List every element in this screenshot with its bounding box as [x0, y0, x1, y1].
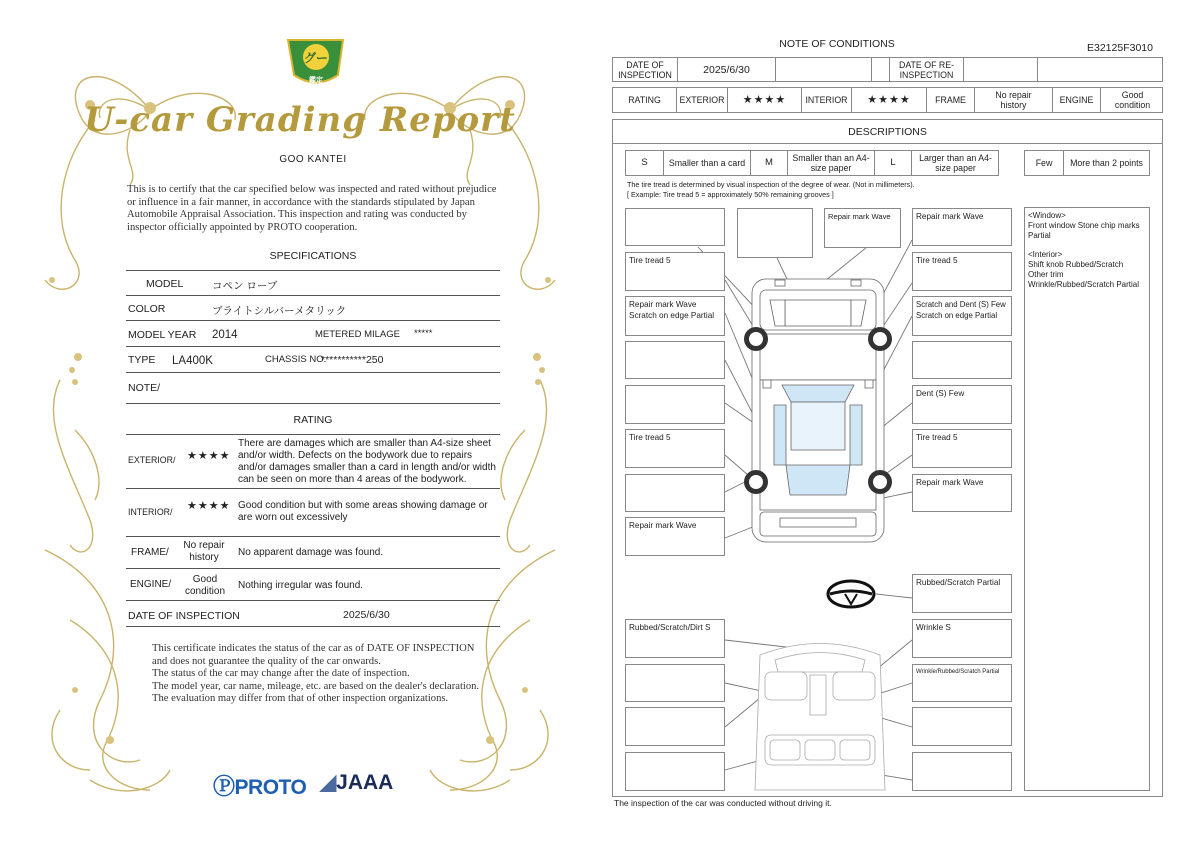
report-title: U-car Grading Report	[84, 100, 516, 140]
footer-line: The model year, car name, mileage, etc. are based on the dealer's declaration.	[152, 680, 480, 692]
window-heading: <Window>	[1028, 211, 1066, 220]
legend-s: S	[641, 157, 648, 168]
annotation-box	[737, 208, 813, 258]
footer-line: The status of the car may change after the date of inspection.	[152, 668, 410, 680]
annotation-box: Wrinkle S	[912, 619, 1012, 658]
engine-value: Good condition	[184, 574, 226, 597]
annotation-box	[625, 385, 725, 424]
annotation-box	[912, 707, 1012, 746]
engine-description: Nothing irregular was found.	[238, 580, 364, 591]
annotation-box: Dent (S) Few	[912, 385, 1012, 424]
date-of-inspection-value: 2025/6/30	[677, 58, 775, 81]
date-row	[612, 57, 1163, 82]
certification-text: This is to certify that the car specified below was inspected and rated without prejudice or influence in a fair manner, in accordance with the standards stipulated by Japan Automobile Appraisal Association. This inspection and rating was conducted by inspector officially appointed by PROTO cooperation.	[127, 184, 497, 233]
annotation-box: Repair mark Wave Scratch on edge Partial	[625, 296, 725, 336]
note-label: NOTE/	[128, 382, 161, 394]
window-text: Front window Stone chip marks Partial	[1028, 221, 1140, 240]
annotation-box: Rubbed/Scratch Partial	[912, 574, 1012, 613]
annotation-box	[625, 752, 725, 791]
annotation-box	[625, 208, 725, 246]
model-year-row	[126, 321, 500, 347]
interior-label: INTERIOR/	[128, 507, 173, 517]
window-interior-notes	[1024, 207, 1150, 791]
legend-m-text: Smaller than an A4-size paper	[787, 151, 874, 175]
frame-value: No repair history	[183, 540, 225, 563]
document-id: E32125F3010	[1087, 42, 1153, 54]
annotation-box: Repair mark Wave	[912, 208, 1012, 246]
rating-label: RATING	[628, 95, 661, 105]
frame-description: No apparent damage was found.	[238, 547, 384, 558]
note-of-conditions-title: NOTE OF CONDITIONS	[779, 38, 895, 50]
inspection-date-row	[126, 601, 500, 627]
proto-logo: ⓅPROTO	[213, 774, 307, 799]
engine-row	[126, 569, 500, 601]
legend-l: L	[874, 151, 911, 175]
note-row	[126, 373, 500, 404]
model-year-value: 2014	[212, 329, 238, 341]
color-value: ブライトシルバーメタリック	[212, 305, 347, 317]
annotation-box: Scratch and Dent (S) Few Scratch on edge Partial	[912, 296, 1012, 336]
exterior-label: EXTERIOR	[676, 88, 727, 112]
annotation-box: Tire tread 5	[912, 429, 1012, 468]
milage-label: METERED MILAGE	[315, 329, 400, 340]
few-legend	[1024, 150, 1150, 176]
engine-label: ENGINE	[1052, 88, 1100, 112]
frame-label: FRAME	[926, 88, 974, 112]
rating-row	[612, 87, 1163, 113]
annotation-box	[625, 707, 725, 746]
annotation-box: Repair mark Wave	[824, 208, 901, 248]
date-of-reinspection-label: DATE OF RE-INSPECTION	[889, 58, 963, 81]
blank-cell	[1037, 58, 1164, 81]
type-label: TYPE	[128, 354, 156, 366]
color-label: COLOR	[128, 303, 166, 315]
interior-stars: ★★★★	[187, 500, 231, 512]
annotation-box: Repair mark Wave	[625, 517, 725, 556]
chassis-label: CHASSIS NO.	[265, 354, 327, 365]
inspection-date-value: 2025/6/30	[343, 609, 390, 621]
interior-label: INTERIOR	[801, 88, 851, 112]
type-row	[126, 347, 500, 373]
inspection-footnote: The inspection of the car was conducted without driving it.	[614, 798, 832, 808]
date-of-reinspection-value	[963, 58, 1037, 81]
annotation-box: Tire tread 5	[625, 429, 725, 468]
annotation-box: Wrinkle/Rubbed/Scratch Partial	[912, 664, 1012, 702]
certificate-footer	[152, 643, 482, 706]
legend-l-text: Larger than an A4-size paper	[911, 151, 999, 175]
annotation-box	[625, 664, 725, 702]
inspection-date-label: DATE OF INSPECTION	[128, 610, 240, 622]
exterior-stars: ★★★★	[187, 450, 231, 462]
model-value: コペン ローブ	[212, 280, 278, 292]
type-value: LA400K	[172, 355, 213, 367]
engine-label: ENGINE/	[130, 579, 172, 590]
engine-value: Good condition	[1100, 88, 1164, 112]
exterior-stars: ★★★★	[727, 88, 801, 112]
jaaa-logo: ◢JAAA	[320, 771, 394, 794]
blank-cell	[775, 58, 871, 81]
frame-row	[126, 537, 500, 569]
svg-text:グー: グー	[303, 51, 329, 65]
annotation-box	[625, 341, 725, 379]
chassis-value: ***********250	[321, 354, 384, 366]
color-row	[126, 296, 500, 321]
descriptions-heading: DESCRIPTIONS	[613, 120, 1162, 144]
interior-description: Good condition but with some areas showing damage or are worn out excessively	[238, 500, 488, 523]
interior-stars: ★★★★	[851, 88, 926, 112]
date-of-inspection-label: DATE OF INSPECTION	[618, 59, 672, 80]
annotation-box	[625, 474, 725, 512]
model-row	[126, 271, 500, 296]
annotation-box: Tire tread 5	[912, 252, 1012, 291]
tread-example: [ Example: Tire tread 5 = approximately 50% remaining grooves ]	[627, 190, 834, 199]
svg-text:鑑定: 鑑定	[309, 76, 323, 84]
annotation-box	[912, 341, 1012, 379]
model-year-label: MODEL YEAR	[128, 329, 197, 341]
model-label: MODEL	[146, 278, 184, 290]
rating-heading: RATING	[293, 414, 333, 426]
footer-line: The evaluation may differ from that of other inspection organizations.	[152, 693, 449, 705]
report-subtitle: GOO KANTEI	[279, 154, 347, 165]
annotation-box	[912, 752, 1012, 791]
annotation-box: Tire tread 5	[625, 252, 725, 291]
size-legend	[625, 150, 999, 176]
interior-text: Shift knob Rubbed/Scratch Other trim Wrinkle/Rubbed/Scratch Partial	[1028, 260, 1140, 289]
frame-label: FRAME/	[131, 547, 169, 558]
specifications-heading: SPECIFICATIONS	[269, 250, 357, 262]
exterior-label: EXTERIOR/	[128, 455, 176, 465]
tread-note: The tire tread is determined by visual inspection of the degree of wear. (Not in millimeters).	[627, 180, 915, 189]
legend-few-text: More than 2 points	[1063, 151, 1149, 175]
exterior-description: There are damages which are smaller than A4-size sheet and/or width. Defects on the bodywork due to repairs and/or damages smaller than a card in length and/or width can be seen on more than 4 areas of the bodywork.	[238, 438, 496, 485]
legend-s-text: Smaller than a card	[663, 151, 750, 175]
milage-value: *****	[414, 328, 433, 339]
annotation-box: Repair mark Wave	[912, 474, 1012, 512]
annotation-box: Rubbed/Scratch/Dirt S	[625, 619, 725, 658]
interior-heading: <Interior>	[1028, 250, 1063, 259]
frame-value: No repair history	[974, 88, 1052, 112]
goo-kantei-badge	[288, 40, 343, 84]
legend-m: M	[750, 151, 787, 175]
footer-line: This certificate indicates the status of the car as of DATE OF INSPECTION and does not guarantee the quality of the car onwards.	[152, 643, 475, 667]
legend-few: Few	[1035, 158, 1053, 168]
